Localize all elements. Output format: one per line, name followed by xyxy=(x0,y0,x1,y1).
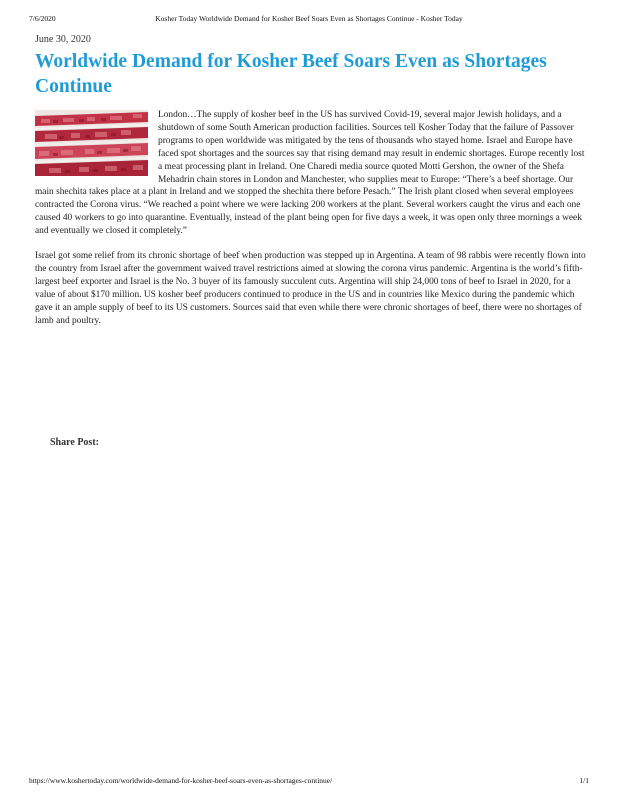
article xyxy=(35,34,588,340)
article-paragraph: London…The supply of kosher beef in the US has survived Covid-19, several major Jewish holidays, and a shutdown of some South American production facilities. Sources tell Kosher Today that the failure of Passover programs to open worldwide was mitigated by the tens of thousands who stayed home. Israel and Europe have faced spot shortages and the sources say that rising demand may result in endemic shortages. Europe recently lost a meat processing plant in Ireland. One Charedi media source quoted Motti Gershon, the owner of the Shefa Mehadrin chain stores in London and Manchester, who supplies meat to Europe: “There’s a beef shortage. Our main shechita takes place at a plant in Ireland and we stopped the shechita there before Pesach.” The Irish plant closed when several employees contracted the Corona virus. “We reached a point where we were lacking 200 workers at the plant. Several workers caught the virus and each one caused 40 workers to go into quarantine. Eventually, instead of the plant being open for five days a week, it was open only three mornings a week and eventually we closed it completely.” xyxy=(35,110,585,237)
share-post-label: Share Post: xyxy=(50,437,99,448)
article-headline[interactable]: Worldwide Demand for Kosher Beef Soars Even as Shortages Continue xyxy=(35,51,547,97)
article-paragraph: Israel got some relief from its chronic shortage of beef when production was stepped up in Argentina. A team of 98 rabbis were recently flown into the country from Israel after the government waived travel restrictions aimed at slowing the corona virus pandemic. Argentina is the world’s fifth-largest beef exporter and Israel is the No. 3 buyer of its famously succulent cuts. Argentina will ship 24,000 tons of beef to Israel in 2020, for a value of about $170 million. US kosher beef producers continued to produce in the US and in countries like Mexico during the pandemic which gave it an ample supply of beef to its US customers. Sources said that even while there were chronic shortages of beef, there were no shortages of lamb and poultry. xyxy=(35,251,586,326)
page-count: 1/1 xyxy=(579,776,589,785)
article-date: June 30, 2020 xyxy=(35,34,91,45)
print-date: 7/6/2020 xyxy=(29,14,56,23)
print-footer xyxy=(29,776,589,788)
meat-display-photo xyxy=(35,110,148,176)
meat-display-image xyxy=(35,110,148,176)
page-url[interactable]: https://www.koshertoday.com/worldwide-demand-for-kosher-beef-soars-even-as-shortages-continue/ xyxy=(29,776,333,785)
article-body xyxy=(35,109,588,328)
print-title: Kosher Today Worldwide Demand for Kosher Beef Soars Even as Shortages Continue - Kosher Today xyxy=(155,14,463,23)
print-header xyxy=(29,14,589,26)
